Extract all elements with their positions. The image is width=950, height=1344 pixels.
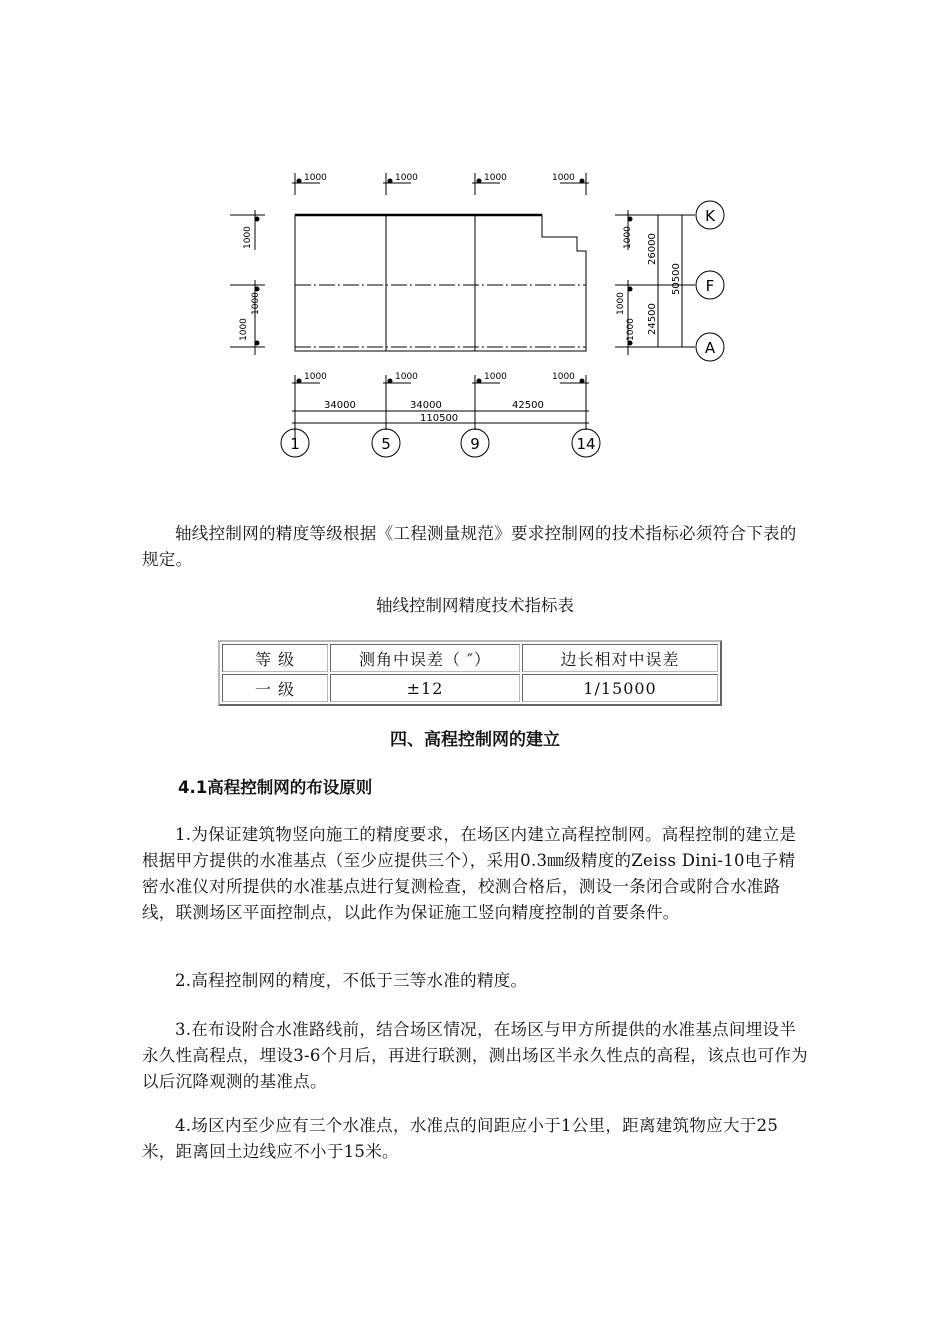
axis-control-network-diagram bbox=[220, 165, 760, 465]
dim-top-4: 1000 bbox=[552, 173, 575, 183]
right-span-1: 26000 bbox=[647, 233, 658, 265]
axis-label-A: A bbox=[704, 339, 716, 357]
axis-label-F: F bbox=[705, 277, 715, 295]
dim-top-1: 1000 bbox=[304, 173, 327, 183]
table-caption: 轴线控制网精度技术指标表 bbox=[376, 596, 574, 615]
paragraph-3: 3.在布设附合水准路线前，结合场区情况，在场区与甲方所提供的水准基点间埋设半永久性高程点，埋设3-6个月后，再进行联测，测出场区半永久性点的高程，该点也可作为以后沉降观测的基准点。 bbox=[142, 1020, 808, 1091]
right-dim-2: 1000 bbox=[616, 292, 626, 315]
cell-side-error: 1/15000 bbox=[522, 674, 718, 702]
left-dim-1: 1000 bbox=[243, 226, 253, 249]
paragraph-1: 1.为保证建筑物竖向施工的精度要求，在场区内建立高程控制网。高程控制的建立是根据甲方提供的水准基点（至少应提供三个），采用0.3㎜级精度的Zeiss Dini-10电子精密水准仪对所提供的水准基点进行复测检查，校测合格后，测设一条闭合或附合水准路线，联测场区平面控制点，以此作为保证施工竖向精度控制的首要条件。 bbox=[142, 825, 797, 922]
left-dim-2: 1000 bbox=[251, 292, 261, 315]
dim-bottom-1: 1000 bbox=[304, 372, 327, 382]
span-3: 42500 bbox=[512, 400, 544, 411]
precision-spec-table bbox=[218, 640, 722, 706]
paragraph-2: 2.高程控制网的精度，不低于三等水准的精度。 bbox=[175, 971, 528, 990]
axis-label-9: 9 bbox=[470, 435, 480, 453]
span-total: 110500 bbox=[420, 413, 459, 424]
right-total: 50500 bbox=[671, 263, 682, 295]
dim-bottom-3: 1000 bbox=[484, 372, 507, 382]
dim-bottom-2: 1000 bbox=[395, 372, 418, 382]
dim-top-2: 1000 bbox=[395, 173, 418, 183]
axis-label-1: 1 bbox=[290, 435, 300, 453]
axis-label-K: K bbox=[705, 207, 715, 225]
cell-grade: 一 级 bbox=[222, 674, 328, 702]
section-title: 四、高程控制网的建立 bbox=[390, 730, 560, 750]
header-grade: 等 级 bbox=[222, 644, 328, 672]
intro-paragraph: 轴线控制网的精度等级根据《工程测量规范》要求控制网的技术指标必须符合下表的规定。 bbox=[142, 524, 797, 569]
header-side-error: 边长相对中误差 bbox=[522, 644, 718, 672]
span-2: 34000 bbox=[410, 400, 442, 411]
dim-top-3: 1000 bbox=[484, 173, 507, 183]
paragraph-4: 4.场区内至少应有三个水准点，水准点的间距应小于1公里，距离建筑物应大于25米，距离回土边线应不小于15米。 bbox=[142, 1116, 779, 1161]
axis-label-14: 14 bbox=[576, 435, 596, 453]
right-dim-3: 1000 bbox=[626, 318, 636, 341]
building-outline bbox=[295, 215, 586, 351]
cell-angle-error: ±12 bbox=[330, 674, 520, 702]
right-dim-1: 1000 bbox=[623, 226, 633, 249]
span-1: 34000 bbox=[324, 400, 356, 411]
left-dim-3: 1000 bbox=[239, 318, 249, 341]
subsection-title: 4.1高程控制网的布设原则 bbox=[178, 778, 373, 797]
right-span-2: 24500 bbox=[647, 303, 658, 335]
dim-bottom-4: 1000 bbox=[552, 372, 575, 382]
axis-label-5: 5 bbox=[381, 435, 391, 453]
table-header-row bbox=[222, 644, 718, 672]
table-row bbox=[222, 674, 718, 702]
header-angle-error: 测角中误差（ ″） bbox=[330, 644, 520, 672]
